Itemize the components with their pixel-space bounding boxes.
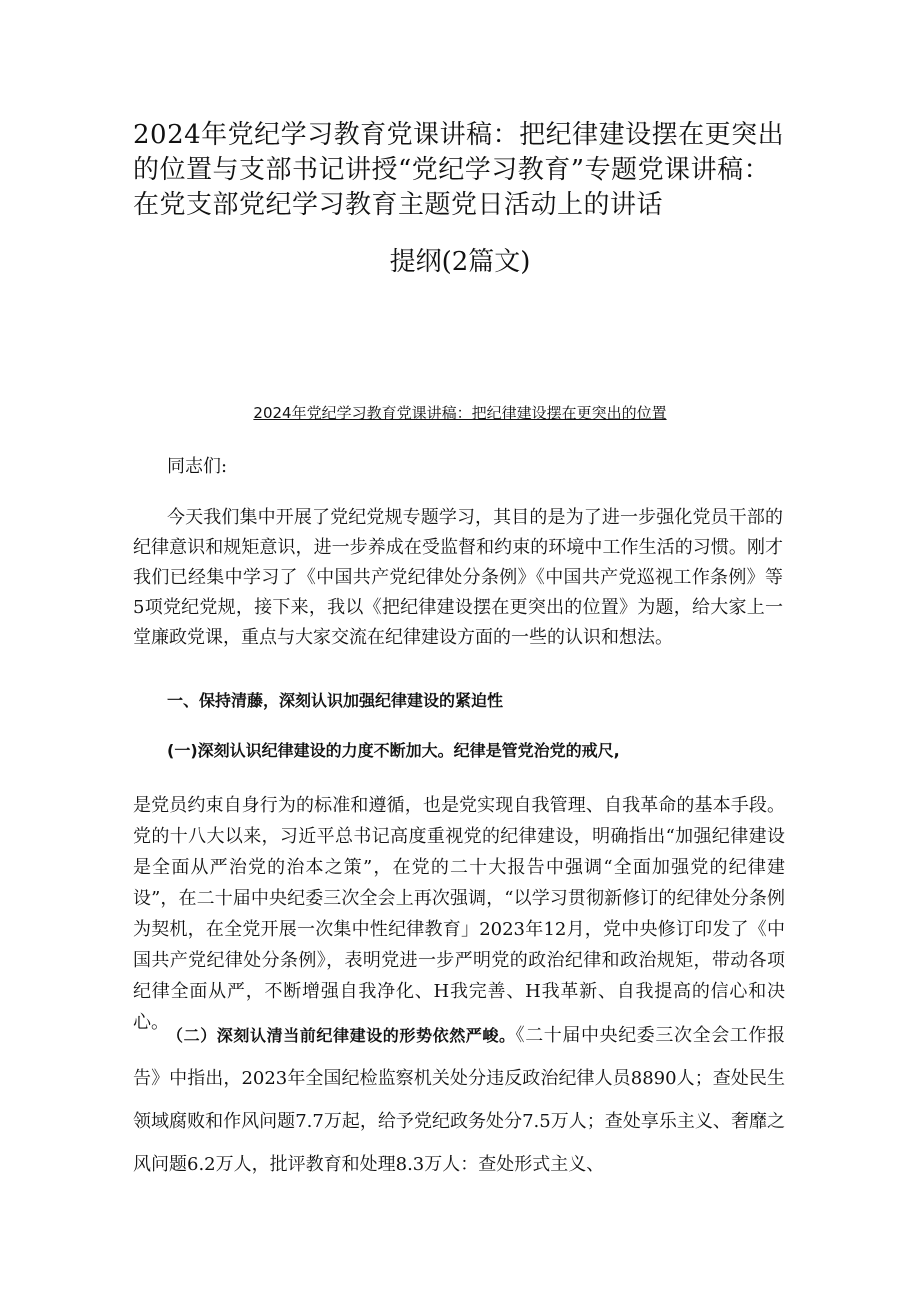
paragraph-body: 《二十届中央纪委三次全会工作报告》中指出，2023年全国纪检监察机关处分违反政治纪律人员8890人；查处民生领域腐败和作风问题7.7万起，给予党纪政务处分7.5万人；查处享乐主义、奢靡之风问题6.2万人，批评教育和处理8.3万人：查处形式主义、 — [133, 1025, 785, 1175]
paragraph — [133, 1014, 785, 1186]
paragraph: 是党员约束自身行为的标准和遵循，也是党实现自我管理、自我革命的基本手段。党的十八大以来，习近平总书记高度重视党的纪律建设，明确指出“加强纪律建设是全面从严治党的治本之策”，在党的二十大报告中强调“全面加强党的纪律建设”，在二十届中央纪委三次全会上再次强调，“以学习贯彻新修订的纪律处分条例为契机，在全党开展一次集中性纪律教育」2023年12月，党中央修订印发了《中国共产党纪律处分条例》，表明党进一步严明党的政治纪律和政治规矩，带动各项纪律全面从严，不断增强自我净化、H我完善、H我革新、自我提高的信心和决心。 — [133, 795, 785, 1033]
title-line: 2024年党纪学习教育党课讲稿：把纪律建设摆在更突出 — [133, 120, 785, 150]
subheading-inline: （二）深刻认清当前纪律建设的形势依然严峻。 — [167, 1026, 516, 1045]
heading-level-1: 一、保持清藤，深刻认识加强纪律建设的紧迫性 — [167, 691, 504, 710]
title-line: 在党支部党纪学习教育主题党日活动上的讲话 — [133, 190, 664, 220]
greeting: 同志们: — [167, 456, 228, 477]
document-title — [133, 118, 798, 223]
heading-level-2: (一)深刻认识纪律建设的力度不断加大。纪律是管党治党的戒尺, — [167, 741, 620, 760]
paragraph: 今天我们集中开展了党纪党规专题学习，其目的是为了进一步强化党员干部的纪律意识和规矩意识，进一步养成在受监督和约束的环境中工作生活的习惯。刚才我们已经集中学习了《中国共产党纪律处分条例》《中国共产党巡视工作条例》等5项党纪党规，接下来，我以《把纪律建设摆在更突出的位置》为题，给大家上一堂廉政党课，重点与大家交流在纪律建设方面的一些的认识和想法。 — [133, 507, 783, 648]
title-line: 的位置与支部书记讲授“党纪学习教育”专题党课讲稿： — [133, 155, 771, 185]
document-title-tail: 提纲(2篇文) — [389, 247, 531, 277]
section-title: 2024年党纪学习教育党课讲稿：把纪律建设摆在更突出的位置 — [253, 404, 667, 422]
